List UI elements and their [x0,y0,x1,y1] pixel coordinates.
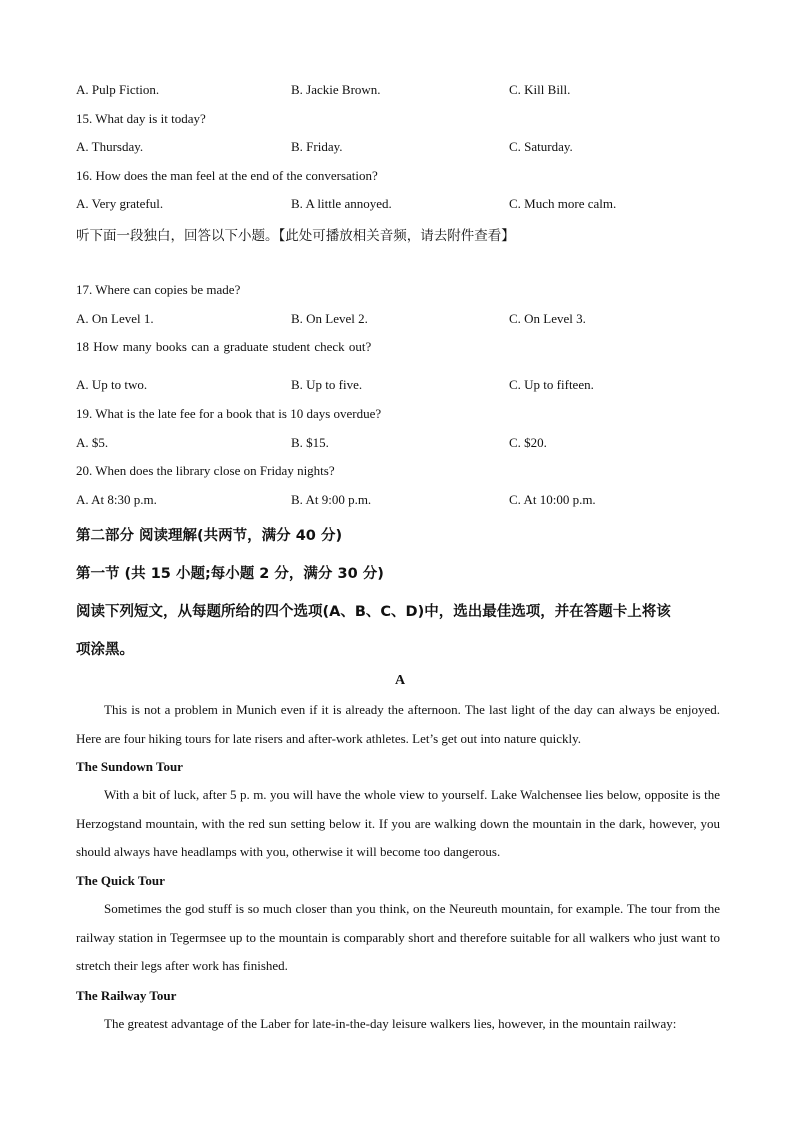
passage-intro [76,696,720,753]
tour-title-sundown: The Sundown Tour [76,759,183,774]
q16-option-c: C. Much more calm. [509,196,617,211]
q18-option-a: A. Up to two. [76,377,148,392]
q19-option-b: B. $15. [291,435,329,450]
passage-intro-text: This is not a problem in Munich even if it is already the afternoon. The last light of the day can always be enjoyed. Here are four hiking tours for late risers and after-work athletes. Let’s get out into nature quickly. [76,702,720,746]
q14-option-a: A. Pulp Fiction. [76,82,160,97]
q19-option-a: A. $5. [76,435,109,450]
q20-question: 20. When does the library close on Friday nights? [76,463,335,478]
q14-option-b: B. Jackie Brown. [291,82,381,97]
tour-text-sundown [76,781,720,867]
q15-option-b: B. Friday. [291,139,343,154]
q20-option-a: A. At 8:30 p.m. [76,492,157,507]
q17-question: 17. Where can copies be made? [76,282,241,297]
q19-question: 19. What is the late fee for a book that is 10 days overdue? [76,406,382,421]
q18-option-c: C. Up to fifteen. [509,377,594,392]
tour-title-railway: The Railway Tour [76,988,177,1003]
q17-option-b: B. On Level 2. [291,311,368,326]
q16-question: 16. How does the man feel at the end of the conversation? [76,168,378,183]
q15-question: 15. What day is it today? [76,111,206,126]
q14-option-c: C. Kill Bill. [509,82,571,97]
q18-question: 18 How many books can a graduate student check out? [76,339,372,354]
q16-option-a: A. Very grateful. [76,196,164,211]
q16-option-b: B. A little annoyed. [291,196,392,211]
q15-option-c: C. Saturday. [509,139,573,154]
tour-title-quick: The Quick Tour [76,873,165,888]
q20-option-c: C. At 10:00 p.m. [509,492,596,507]
q19-option-c: C. $20. [509,435,547,450]
tour-text-quick [76,895,720,981]
q17-option-c: C. On Level 3. [509,311,586,326]
tour-text-quick-body: Sometimes the god stuff is so much closer than you think, on the Neureuth mountain, for example. The tour from the railway station in Tegermsee up to the mountain is comparably short and therefore suitable for all walkers who just want to stretch their legs after work has finished. [76,901,720,974]
section-one-title: 第一节 (共 15 小题;每小题 2 分，满分 30 分) [76,566,384,582]
q20-option-b: B. At 9:00 p.m. [291,492,372,507]
q15-option-a: A. Thursday. [76,139,144,154]
tour-text-railway-body: The greatest advantage of the Laber for late-in-the-day leisure walkers lies, however, in the mountain railway: [104,1016,677,1031]
q17-option-a: A. On Level 1. [76,311,154,326]
q18-option-b: B. Up to five. [291,377,363,392]
tour-text-sundown-body: With a bit of luck, after 5 p. m. you will have the whole view to yourself. Lake Walchensee lies below, opposite is the Herzogstand mountain, with the red sun setting below it. If you are walking down the mountain in the dark, however, you should always have headlamps with you, otherwise it will become too dangerous. [76,787,720,860]
part-two-title: 第二部分 阅读理解(共两节，满分 40 分) [76,528,343,544]
reading-instruction-line1: 阅读下列短文，从每题所给的四个选项(A、B、C、D)中，选出最佳选项，并在答题卡上将该 [76,604,671,620]
listening-instruction: 听下面一段独白，回答以下小题。【此处可播放相关音频，请去附件查看】 [76,228,515,244]
reading-instruction-line2: 项涂黑。 [76,642,134,658]
tour-text-railway [76,1010,720,1039]
passage-label: A [394,673,406,688]
